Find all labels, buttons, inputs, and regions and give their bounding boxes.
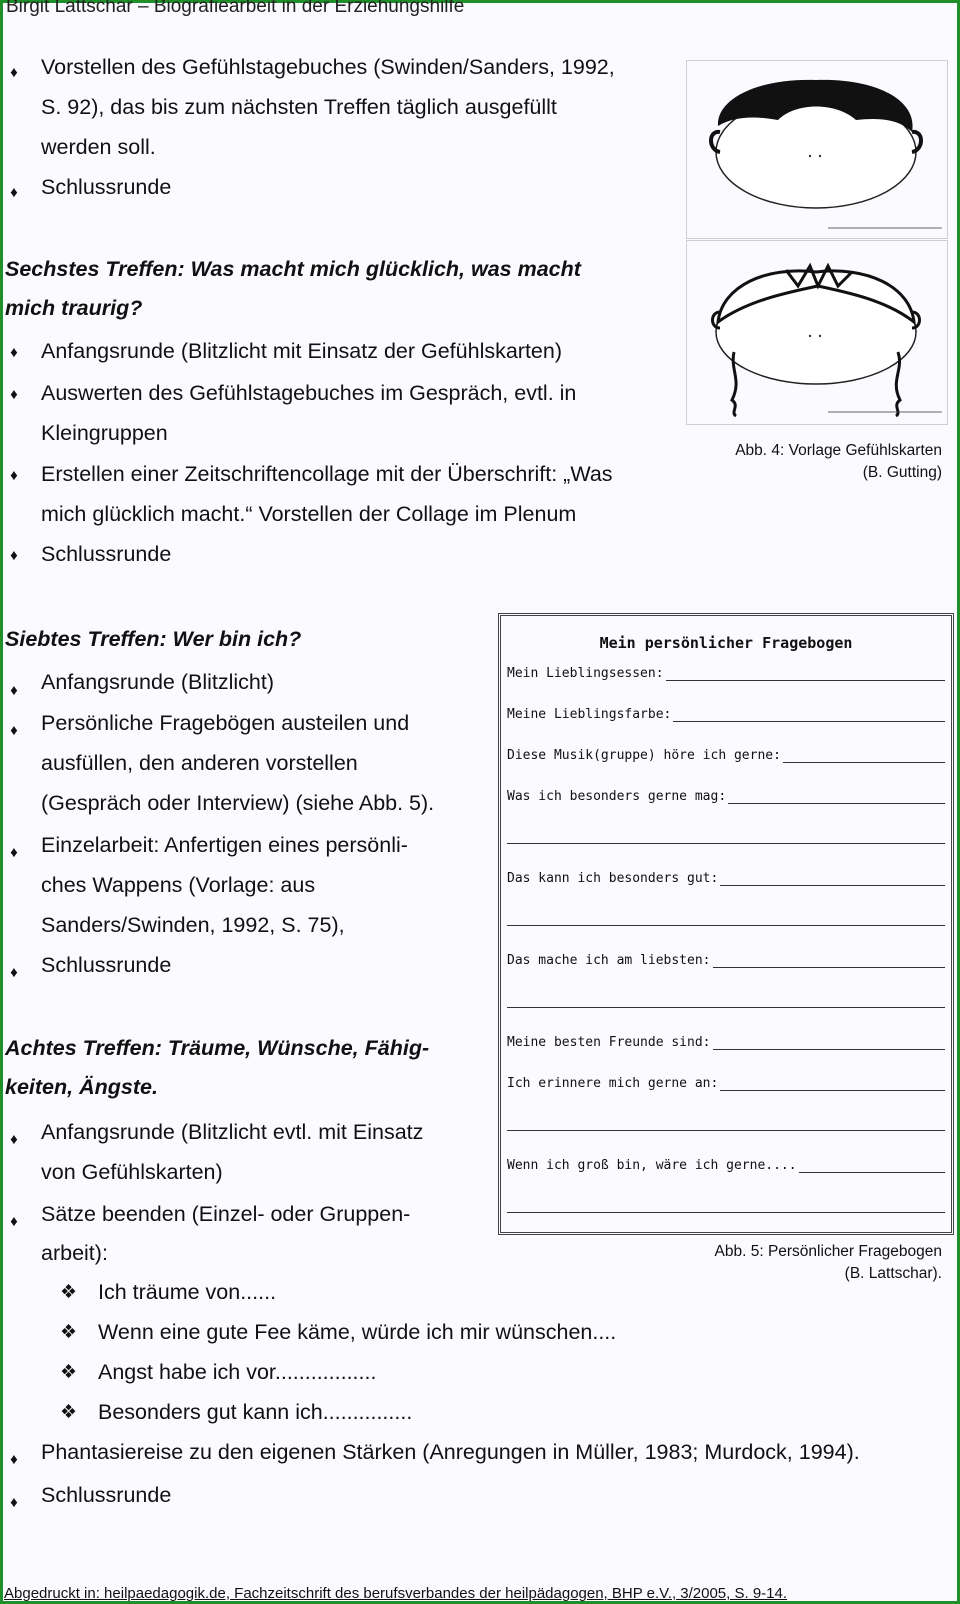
item-line: mich glücklich macht.“ Vorstellen der Collage im Plenum: [41, 502, 577, 526]
item-line: ausfüllen, den anderen vorstellen: [41, 751, 358, 775]
section-heading: Sechstes Treffen: Was macht mich glücklich, was macht: [5, 257, 581, 281]
question-label: Mein Lieblingsessen:: [507, 666, 664, 681]
running-header: Birgit Lattschar – Biografiearbeit in der Erziehungshilfe: [6, 0, 465, 17]
bullet-icon: ♦: [10, 682, 18, 699]
answer-line: [799, 1171, 945, 1173]
section-heading: mich traurig?: [5, 296, 143, 320]
bullet-icon: ♦: [10, 386, 18, 403]
question-label: Meine besten Freunde sind:: [507, 1035, 711, 1050]
item-line: von Gefühlskarten): [41, 1160, 223, 1184]
answer-line: [507, 1212, 945, 1213]
item-line: Schlussrunde: [41, 542, 172, 566]
question-label: Ich erinnere mich gerne an:: [507, 1076, 719, 1091]
item-line: Vorstellen des Gefühlstagebuches (Swinden/Sanders, 1992,: [41, 55, 615, 79]
item-line: Schlussrunde: [41, 953, 172, 977]
item-line: Anfangsrunde (Blitzlicht mit Einsatz der Gefühlskarten): [41, 339, 563, 363]
item-line: (Gespräch oder Interview) (siehe Abb. 5).: [41, 791, 435, 815]
answer-line: [720, 1089, 945, 1091]
item-line: werden soll.: [41, 135, 156, 159]
sub-bullet-icon: ❖: [60, 1402, 78, 1423]
answer-line: [507, 843, 945, 844]
bullet-icon: ♦: [10, 344, 18, 361]
questionnaire-row: [507, 789, 945, 804]
footer-citation: Abgedruckt in: heilpaedagogik.de, Fachzeitschrift des berufsverbandes der heilpädagogen, BHP e.V., 3/2005, S. 9-14.: [4, 1585, 788, 1602]
sub-bullet-icon: ❖: [60, 1282, 78, 1303]
questionnaire-row: [507, 871, 945, 886]
item-line: ches Wappens (Vorlage: aus: [41, 873, 316, 897]
answer-line: [673, 720, 945, 722]
item-line: Sanders/Swinden, 1992, S. 75),: [41, 913, 345, 937]
answer-line: [713, 966, 946, 968]
sub-item-line: Wenn eine gute Fee käme, würde ich mir wünschen....: [98, 1320, 617, 1344]
section-heading: Siebtes Treffen: Wer bin ich?: [5, 627, 302, 651]
figure-questionnaire: [498, 613, 954, 1235]
sub-item-line: Angst habe ich vor.................: [98, 1360, 377, 1384]
answer-line: [507, 1130, 945, 1131]
caption-line: (B. Gutting): [862, 464, 942, 481]
answer-line: [713, 1048, 946, 1050]
face-templates-illustration: [686, 60, 948, 426]
item-line: Schlussrunde: [41, 1483, 172, 1507]
item-line: Persönliche Fragebögen austeilen und: [41, 711, 410, 735]
item-line: Phantasiereise zu den eigenen Stärken (Anregungen in Müller, 1983; Murdock, 1994).: [41, 1440, 860, 1464]
bullet-icon: ♦: [10, 844, 18, 861]
answer-line: [666, 679, 945, 681]
answer-line: [507, 925, 945, 926]
question-label: Meine Lieblingsfarbe:: [507, 707, 672, 722]
bullet-icon: ♦: [10, 184, 18, 201]
sub-item-line: Ich träume von......: [98, 1280, 277, 1304]
section-heading: keiten, Ängste.: [5, 1075, 158, 1099]
bullet-icon: ♦: [10, 1451, 18, 1468]
bullet-icon: ♦: [10, 547, 18, 564]
item-line: Sätze beenden (Einzel- oder Gruppen-: [41, 1202, 411, 1226]
questionnaire-title: Mein persönlicher Fragebogen: [599, 634, 853, 652]
caption-line: (B. Lattschar).: [844, 1265, 942, 1282]
item-line: Schlussrunde: [41, 175, 172, 199]
item-line: Anfangsrunde (Blitzlicht): [41, 670, 275, 694]
answer-line: [783, 761, 945, 763]
figure-feeling-cards: [686, 60, 948, 426]
item-line: Kleingruppen: [41, 421, 168, 445]
answer-line: [720, 884, 945, 886]
question-label: Das mache ich am liebsten:: [507, 953, 711, 968]
sub-item-line: Besonders gut kann ich...............: [98, 1400, 413, 1424]
questionnaire-row: [507, 666, 945, 681]
bullet-icon: ♦: [10, 1213, 18, 1230]
figure-4-caption: [640, 440, 942, 484]
sub-bullet-icon: ❖: [60, 1322, 78, 1343]
answer-line: [507, 1007, 945, 1008]
figure-5-caption: [620, 1241, 942, 1285]
answer-line: [728, 802, 945, 804]
questionnaire-row: [507, 707, 945, 722]
section-heading: Achtes Treffen: Träume, Wünsche, Fähig-: [5, 1036, 430, 1060]
bullet-icon: ♦: [10, 964, 18, 981]
item-line: Einzelarbeit: Anfertigen eines persönli-: [41, 833, 408, 857]
bullet-icon: ♦: [10, 1494, 18, 1511]
bullet-icon: ♦: [10, 1131, 18, 1148]
questionnaire-row: [507, 1076, 945, 1091]
questionnaire-row: [507, 1035, 945, 1050]
caption-line: Abb. 4: Vorlage Gefühlskarten: [735, 442, 942, 459]
bullet-icon: ♦: [10, 467, 18, 484]
item-line: Anfangsrunde (Blitzlicht evtl. mit Einsatz: [41, 1120, 424, 1144]
questionnaire-row: [507, 1158, 945, 1173]
bullet-icon: ♦: [10, 722, 18, 739]
questionnaire-row: [507, 953, 945, 968]
item-line: Erstellen einer Zeitschriftencollage mit der Überschrift: „Was: [41, 462, 613, 486]
sub-bullet-icon: ❖: [60, 1362, 78, 1383]
bullet-icon: ♦: [10, 64, 18, 81]
question-label: Das kann ich besonders gut:: [507, 871, 719, 886]
item-line: Auswerten des Gefühlstagebuches im Gespräch, evtl. in: [41, 381, 577, 405]
question-label: Diese Musik(gruppe) höre ich gerne:: [507, 748, 781, 763]
item-line: S. 92), das bis zum nächsten Treffen täglich ausgefüllt: [41, 95, 557, 119]
caption-line: Abb. 5: Persönlicher Fragebogen: [714, 1243, 942, 1260]
questionnaire-row: [507, 748, 945, 763]
question-label: Wenn ich groß bin, wäre ich gerne....: [507, 1158, 797, 1173]
question-label: Was ich besonders gerne mag:: [507, 789, 727, 804]
item-line: arbeit):: [41, 1241, 108, 1265]
